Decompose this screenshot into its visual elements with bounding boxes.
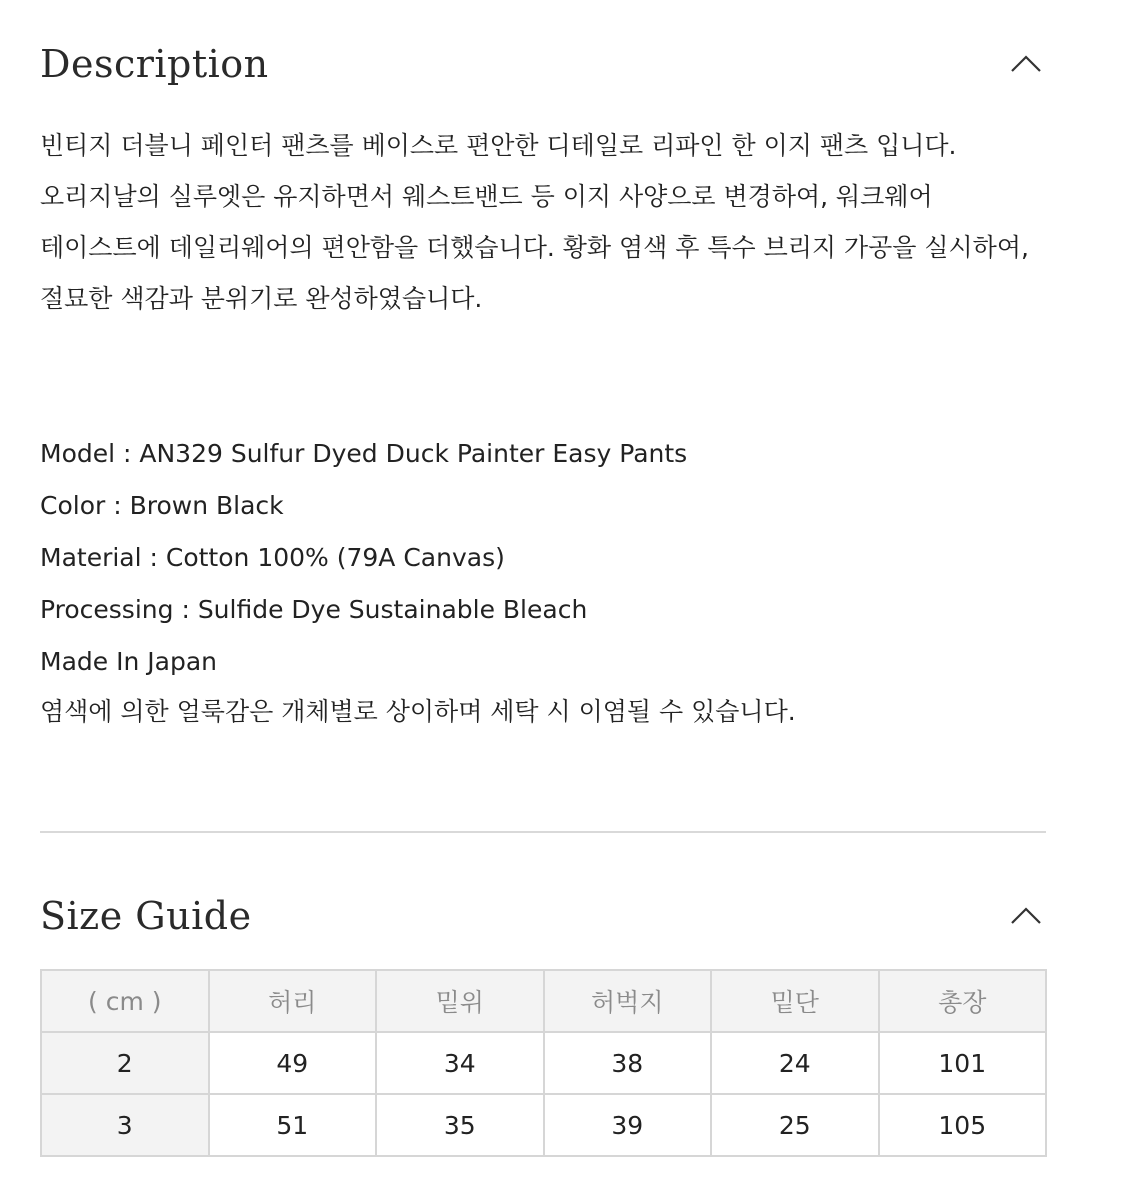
length-value: 101 (879, 1032, 1047, 1094)
hem-value: 25 (711, 1094, 879, 1156)
spec-care-note: 염색에 의한 얼룩감은 개체별로 상이하며 세탁 시 이염될 수 있습니다. (40, 697, 796, 726)
header-hem: 밑단 (711, 970, 879, 1032)
thigh-value: 38 (544, 1032, 712, 1094)
size-table (40, 969, 1047, 1157)
description-header[interactable] (40, 38, 1046, 90)
header-unit: ( cm ) (41, 970, 209, 1032)
product-specs (40, 428, 1040, 736)
size-label: 2 (41, 1032, 209, 1094)
rise-value: 35 (376, 1094, 544, 1156)
spec-model: Model : AN329 Sulfur Dyed Duck Painter Easy Pants (40, 439, 688, 468)
hem-value: 24 (711, 1032, 879, 1094)
header-thigh: 허벅지 (544, 970, 712, 1032)
size-label: 3 (41, 1094, 209, 1156)
waist-value: 51 (209, 1094, 377, 1156)
size-table-header-row (41, 970, 1046, 1032)
waist-value: 49 (209, 1032, 377, 1094)
size-guide-title: Size Guide (40, 894, 252, 938)
rise-value: 34 (376, 1032, 544, 1094)
spec-color: Color : Brown Black (40, 491, 284, 520)
length-value: 105 (879, 1094, 1047, 1156)
chevron-up-icon[interactable] (1006, 896, 1046, 936)
spec-processing: Processing : Sulfide Dye Sustainable Bleach (40, 595, 588, 624)
description-body: 빈티지 더블니 페인터 팬츠를 베이스로 편안한 디테일로 리파인 한 이지 팬츠 입니다. 오리지날의 실루엣은 유지하면서 웨스트밴드 등 이지 사양으로 변경하여, 워크웨어 테이스트에 데일리웨어의 편안함을 더했습니다. 황화 염색 후 특수 브리지 가공을 실시하여, 절묘한 색감과 분위기로 완성하였습니다. (40, 131, 1029, 313)
size-guide-header[interactable] (40, 890, 1046, 942)
table-row (41, 1094, 1046, 1156)
header-rise: 밑위 (376, 970, 544, 1032)
section-divider (40, 831, 1046, 833)
header-length: 총장 (879, 970, 1047, 1032)
spec-material: Material : Cotton 100% (79A Canvas) (40, 543, 505, 572)
chevron-up-icon[interactable] (1006, 44, 1046, 84)
thigh-value: 39 (544, 1094, 712, 1156)
table-row (41, 1032, 1046, 1094)
description-title: Description (40, 42, 269, 86)
spec-origin: Made In Japan (40, 647, 217, 676)
header-waist: 허리 (209, 970, 377, 1032)
